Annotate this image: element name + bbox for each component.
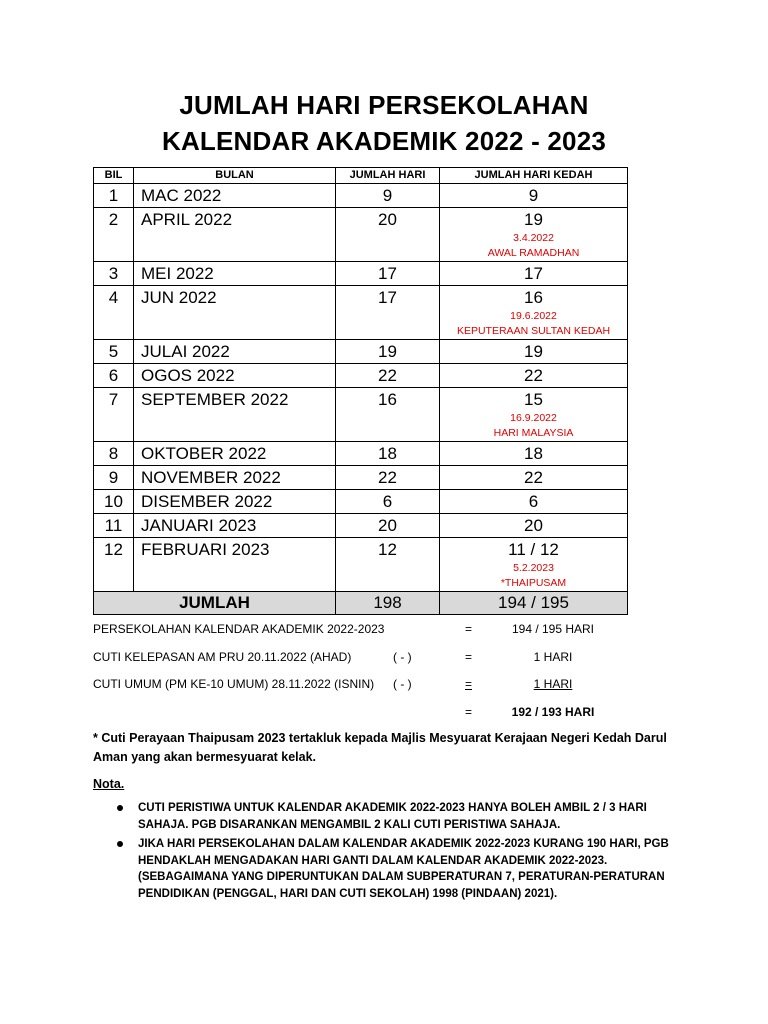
total-hari: 198 xyxy=(336,592,440,615)
cell-kedah-text: 19 xyxy=(524,342,543,361)
cell-bil xyxy=(94,262,134,286)
cell-bulan-text: JUN 2022 xyxy=(141,288,217,307)
cell-hari-text: 18 xyxy=(378,444,397,463)
summary-row xyxy=(93,650,653,666)
cell-bil-text: 3 xyxy=(108,264,119,283)
summary-equals: = xyxy=(465,650,473,664)
cell-bil xyxy=(94,364,134,388)
cell-bil xyxy=(94,184,134,208)
cell-bil-text: 8 xyxy=(108,444,119,463)
holiday-event-note: HARI MALAYSIA xyxy=(493,427,574,439)
list-item xyxy=(110,836,685,902)
bullet-icon xyxy=(117,805,123,811)
cell-bulan xyxy=(134,364,336,388)
cell-bulan xyxy=(134,184,336,208)
nota-list xyxy=(110,800,685,905)
cell-hari-text: 6 xyxy=(382,492,393,511)
cell-hari-text: 16 xyxy=(378,390,397,409)
summary-paren: ( - ) xyxy=(393,650,412,664)
cell-bulan-text: DISEMBER 2022 xyxy=(141,492,273,511)
table-row xyxy=(94,208,628,262)
cell-hari xyxy=(336,340,440,364)
cell-hari-text: 22 xyxy=(378,366,397,385)
table-row xyxy=(94,442,628,466)
cell-kedah xyxy=(440,208,628,262)
cell-bil xyxy=(94,442,134,466)
cell-bulan-text: MEI 2022 xyxy=(141,264,214,283)
cell-bil-text: 2 xyxy=(108,210,119,229)
holiday-date-note: 5.2.2023 xyxy=(513,562,554,574)
cell-bulan xyxy=(134,208,336,262)
table-row xyxy=(94,388,628,442)
table-row xyxy=(94,286,628,340)
bullet-icon xyxy=(117,841,123,847)
total-label: JUMLAH xyxy=(94,592,336,615)
cell-hari xyxy=(336,364,440,388)
cell-bil-text: 11 xyxy=(104,516,123,535)
cell-kedah-text: 19 xyxy=(524,210,543,229)
cell-kedah-text: 11 / 12 xyxy=(508,540,559,559)
table-total-row xyxy=(94,592,628,615)
cell-kedah-text: 18 xyxy=(524,444,543,463)
cell-bulan-text: OGOS 2022 xyxy=(141,366,235,385)
holiday-date-note: 3.4.2022 xyxy=(513,232,554,244)
cell-hari-text: 22 xyxy=(378,468,397,487)
table-row xyxy=(94,184,628,208)
cell-bulan xyxy=(134,466,336,490)
cell-kedah xyxy=(440,442,628,466)
summary-row xyxy=(93,622,653,638)
cell-hari xyxy=(336,388,440,442)
cell-kedah xyxy=(440,340,628,364)
cell-bil-text: 9 xyxy=(108,468,119,487)
summary-equals: = xyxy=(465,677,473,691)
cell-bulan-text: FEBRUARI 2023 xyxy=(141,540,270,559)
table-row xyxy=(94,340,628,364)
cell-kedah xyxy=(440,286,628,340)
holiday-event-note: KEPUTERAAN SULTAN KEDAH xyxy=(456,325,611,337)
cell-bulan xyxy=(134,442,336,466)
cell-kedah-text: 22 xyxy=(524,468,543,487)
cell-kedah-text: 15 xyxy=(524,390,543,409)
holiday-event-note: *THAIPUSAM xyxy=(500,577,567,589)
table-row xyxy=(94,466,628,490)
cell-hari xyxy=(336,490,440,514)
cell-kedah xyxy=(440,514,628,538)
summary-label: PERSEKOLAHAN KALENDAR AKADEMIK 2022-2023 xyxy=(93,622,385,636)
cell-bil xyxy=(94,466,134,490)
summary-result: 194 / 195 HARI xyxy=(511,622,595,636)
holiday-date-note: 16.9.2022 xyxy=(510,412,557,424)
page-title-line1: JUMLAH HARI PERSEKOLAHAN xyxy=(179,90,589,120)
page-title-line2: KALENDAR AKADEMIK 2022 - 2023 xyxy=(161,126,607,156)
cell-bil xyxy=(94,514,134,538)
header-bulan: BULAN xyxy=(134,168,336,184)
cell-bulan-text: SEPTEMBER 2022 xyxy=(141,390,289,409)
cell-hari-text: 17 xyxy=(378,288,397,307)
cell-kedah-text: 20 xyxy=(524,516,543,535)
table-row xyxy=(94,364,628,388)
cell-bulan-text: JANUARI 2023 xyxy=(141,516,257,535)
cell-hari-text: 20 xyxy=(378,516,397,535)
cell-hari xyxy=(336,466,440,490)
table-row xyxy=(94,514,628,538)
summary-paren: ( - ) xyxy=(393,677,412,691)
cell-bil-text: 6 xyxy=(108,366,119,385)
table-header-row xyxy=(94,168,628,184)
table-row xyxy=(94,262,628,286)
list-item xyxy=(110,800,685,833)
cell-kedah xyxy=(440,538,628,592)
holiday-event-note: AWAL RAMADHAN xyxy=(487,247,580,259)
header-jumlah-hari: JUMLAH HARI xyxy=(336,168,440,184)
cell-bil-text: 1 xyxy=(108,186,119,205)
summary-result: 1 HARI xyxy=(533,650,573,664)
cell-kedah xyxy=(440,364,628,388)
cell-hari xyxy=(336,286,440,340)
cell-kedah-text: 22 xyxy=(524,366,543,385)
summary-equals: = xyxy=(465,705,473,719)
cell-hari xyxy=(336,262,440,286)
cell-kedah-text: 6 xyxy=(528,492,539,511)
cell-kedah xyxy=(440,466,628,490)
cell-bulan-text: APRIL 2022 xyxy=(141,210,233,229)
cell-hari xyxy=(336,442,440,466)
summary-result: 1 HARI xyxy=(533,677,573,691)
nota-label: Nota. xyxy=(93,777,125,791)
cell-kedah-text: 16 xyxy=(524,288,543,307)
school-days-table xyxy=(93,167,628,615)
header-jumlah-hari-kedah: JUMLAH HARI KEDAH xyxy=(440,168,628,184)
total-kedah: 194 / 195 xyxy=(440,592,628,615)
cell-bil-text: 5 xyxy=(108,342,119,361)
cell-kedah-text: 9 xyxy=(528,186,539,205)
cell-hari-text: 17 xyxy=(378,264,397,283)
cell-bulan xyxy=(134,490,336,514)
cell-bulan xyxy=(134,514,336,538)
summary-label: CUTI KELEPASAN AM PRU 20.11.2022 (AHAD) xyxy=(93,650,352,664)
cell-bulan xyxy=(134,388,336,442)
cell-hari-text: 20 xyxy=(378,210,397,229)
cell-kedah xyxy=(440,388,628,442)
cell-kedah xyxy=(440,184,628,208)
table-row xyxy=(94,490,628,514)
cell-bulan xyxy=(134,538,336,592)
summary-row xyxy=(93,677,653,693)
bullet-text: JIKA HARI PERSEKOLAHAN DALAM KALENDAR AKADEMIK 2022-2023 KURANG 190 HARI, PGB HENDAKLAH MENGADAKAN HARI GANTI DALAM KALENDAR AKADEMIK 2022-2023. (SEBAGAIMANA YANG DIPERUNTUKAN DALAM SUBPERATURAN 7, PERATURAN-PERATURAN PENDIDIKAN (PENGGAL, HARI DAN CUTI SEKOLAH) 1998 (PINDAAN) 2021). xyxy=(138,838,669,900)
footnote: * Cuti Perayaan Thaipusam 2023 tertakluk kepada Majlis Mesyuarat Kerajaan Negeri Kedah Darul Aman yang akan bermesyuarat kelak. xyxy=(93,731,667,764)
cell-bulan xyxy=(134,262,336,286)
cell-bulan-text: JULAI 2022 xyxy=(141,342,230,361)
summary-equals: = xyxy=(465,622,473,636)
summary-row xyxy=(93,705,653,721)
cell-bil-text: 7 xyxy=(108,390,119,409)
cell-bulan xyxy=(134,286,336,340)
cell-kedah xyxy=(440,262,628,286)
cell-bil xyxy=(94,490,134,514)
header-bil: BIL xyxy=(94,168,134,184)
cell-bulan xyxy=(134,340,336,364)
table-row xyxy=(94,538,628,592)
cell-kedah xyxy=(440,490,628,514)
cell-bulan-text: NOVEMBER 2022 xyxy=(141,468,281,487)
cell-bil-text: 12 xyxy=(104,540,123,559)
cell-hari-text: 9 xyxy=(382,186,393,205)
bullet-text: CUTI PERISTIWA UNTUK KALENDAR AKADEMIK 2022-2023 HANYA BOLEH AMBIL 2 / 3 HARI SAHAJA. PGB DISARANKAN MENGAMBIL 2 KALI CUTI PERISTIWA SAHAJA. xyxy=(138,802,647,831)
summary-label: CUTI UMUM (PM KE-10 UMUM) 28.11.2022 (ISNIN) xyxy=(93,677,375,691)
cell-hari xyxy=(336,538,440,592)
cell-hari xyxy=(336,184,440,208)
cell-hari-text: 19 xyxy=(378,342,397,361)
cell-hari xyxy=(336,514,440,538)
cell-bulan-text: MAC 2022 xyxy=(141,186,222,205)
cell-bulan-text: OKTOBER 2022 xyxy=(141,444,267,463)
cell-bil xyxy=(94,538,134,592)
cell-bil-text: 10 xyxy=(104,492,123,511)
cell-hari xyxy=(336,208,440,262)
cell-bil xyxy=(94,286,134,340)
cell-bil-text: 4 xyxy=(108,288,119,307)
cell-hari-text: 12 xyxy=(378,540,397,559)
cell-kedah-text: 17 xyxy=(524,264,543,283)
cell-bil xyxy=(94,340,134,364)
cell-bil xyxy=(94,388,134,442)
summary-result: 192 / 193 HARI xyxy=(511,705,595,719)
holiday-date-note: 19.6.2022 xyxy=(510,310,557,322)
cell-bil xyxy=(94,208,134,262)
